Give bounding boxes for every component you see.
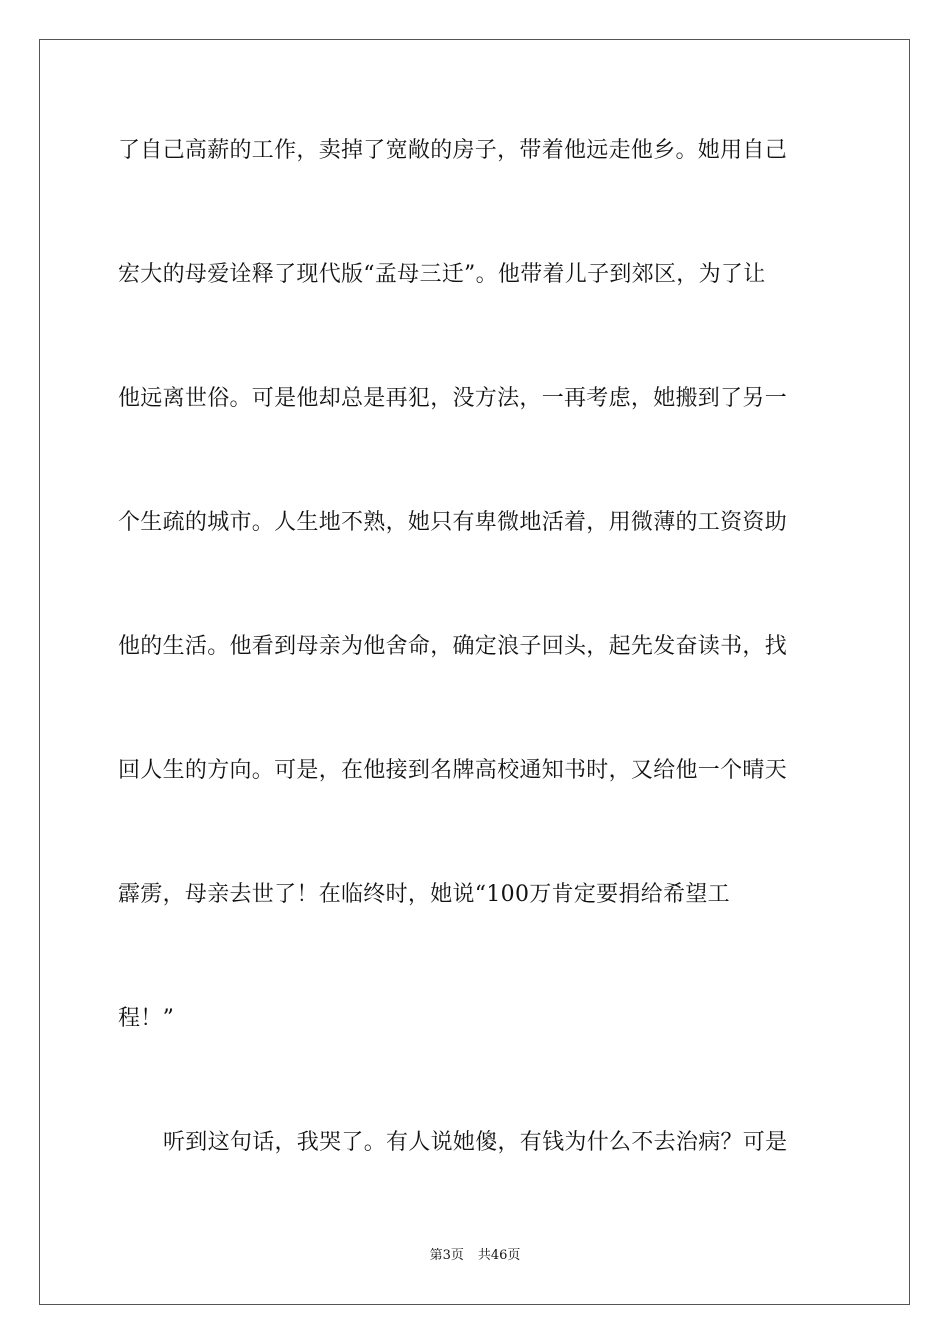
body-text-line: 他远离世俗。可是他却总是再犯，没方法，一再考虑，她搬到了另一 bbox=[118, 386, 788, 411]
page-footer bbox=[0, 1247, 950, 1265]
body-text-line: 宏大的母爱诠释了现代版“孟母三迁”。他带着儿子到郊区，为了让 bbox=[118, 262, 766, 287]
page-border bbox=[39, 39, 910, 1305]
body-text-line: 回人生的方向。可是，在他接到名牌高校通知书时，又给他一个晴天 bbox=[118, 758, 788, 783]
total-pages: 共46页 bbox=[477, 1248, 521, 1263]
body-text-line: 他的生活。他看到母亲为他舍命，确定浪子回头，起先发奋读书，找 bbox=[118, 634, 788, 659]
paragraph-start-line: 听到这句话，我哭了。有人说她傻，有钱为什么不去治病？可是 bbox=[163, 1130, 788, 1155]
body-text-line: 霹雳，母亲去世了！在临终时，她说“100万肯定要捐给希望工 bbox=[118, 882, 730, 907]
body-text-line: 程！” bbox=[118, 1006, 175, 1031]
body-text-line: 了自己高薪的工作，卖掉了宽敞的房子，带着他远走他乡。她用自己 bbox=[118, 138, 788, 163]
page-number: 第3页 bbox=[429, 1248, 464, 1263]
body-text-line: 个生疏的城市。人生地不熟，她只有卑微地活着，用微薄的工资资助 bbox=[118, 510, 788, 535]
